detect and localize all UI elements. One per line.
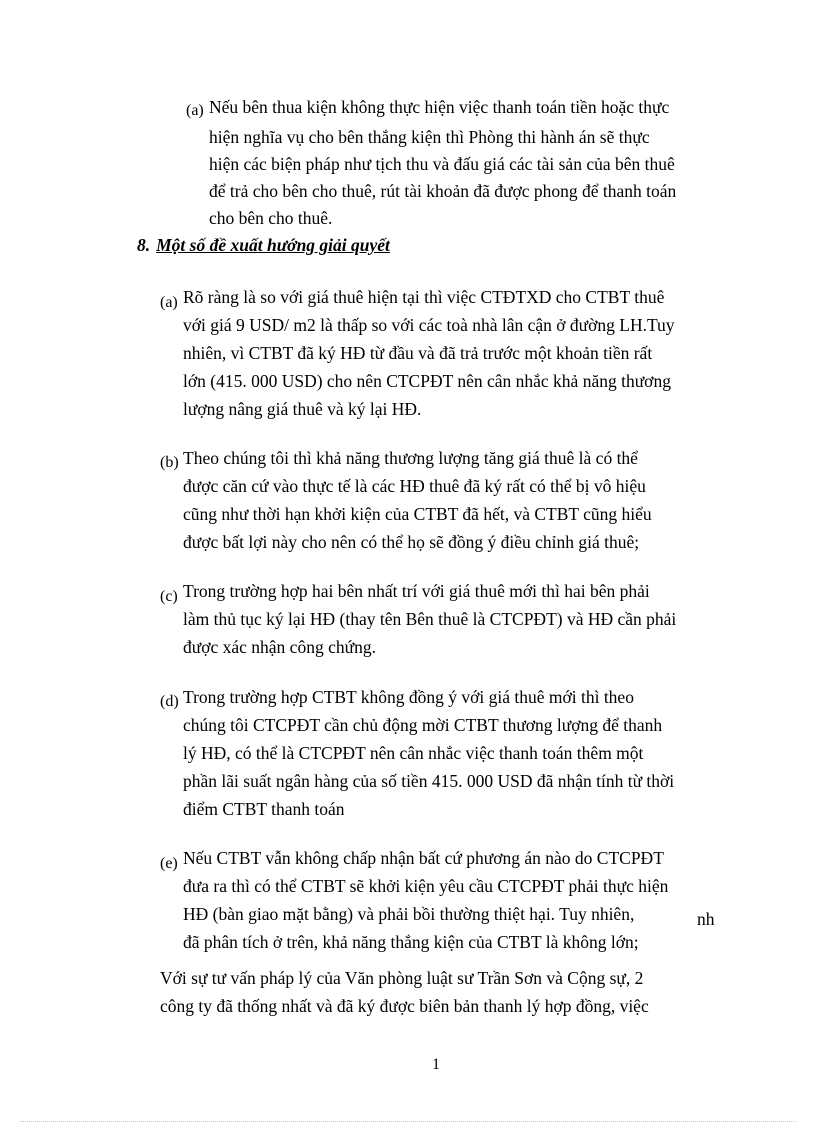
text-line: để trả cho bên cho thuê, rút tài khoản đã được phong để thanh toán <box>209 181 677 201</box>
text-line: Trong trường hợp CTBT không đồng ý với giá thuê mới thì theo <box>183 687 634 707</box>
section-number: 8. <box>137 235 151 255</box>
text-line: được xác nhận công chứng. <box>183 637 376 657</box>
text-line: Nếu CTBT vẫn không chấp nhận bất cứ phương án nào do CTCPĐT <box>183 848 664 868</box>
text-line: Với sự tư vấn pháp lý của Văn phòng luật sư Trần Sơn và Cộng sự, 2 <box>160 968 644 988</box>
text-line: lượng nâng giá thuê và ký lại HĐ. <box>183 399 422 419</box>
text-line: đưa ra thì có thể CTBT sẽ khởi kiện yêu cầu CTCPĐT phải thực hiện <box>183 876 669 896</box>
text-line: điểm CTBT thanh toán <box>183 799 345 819</box>
list-marker: (a) <box>160 294 178 311</box>
text-line: Theo chúng tôi thì khả năng thương lượng tăng giá thuê là có thể <box>183 448 638 468</box>
text-line: được căn cứ vào thực tế là các HĐ thuê đã ký rất có thể bị vô hiệu <box>183 476 646 496</box>
text-line: công ty đã thống nhất và đã ký được biên bản thanh lý hợp đồng, việc <box>160 996 649 1016</box>
text-line: lớn (415. 000 USD) cho nên CTCPĐT nên cân nhắc khả năng thương <box>183 371 671 391</box>
text-line: với giá 9 USD/ m2 là thấp so với các toà nhà lân cận ở đường LH.Tuy <box>183 315 675 335</box>
section-title: Một số đề xuất hướng giải quyết <box>156 235 390 255</box>
text-line: Nếu bên thua kiện không thực hiện việc thanh toán tiền hoặc thực <box>209 97 670 117</box>
text-line: Trong trường hợp hai bên nhất trí với giá thuê mới thì hai bên phải <box>183 581 650 601</box>
page-bottom-divider <box>20 1121 796 1122</box>
overflow-fragment: nh <box>697 909 715 929</box>
text-line: cũng như thời hạn khởi kiện của CTBT đã hết, và CTBT cũng hiểu <box>183 504 652 524</box>
page-number: 1 <box>432 1056 440 1073</box>
text-line: hiện các biện pháp như tịch thu và đấu giá các tài sản của bên thuê <box>209 154 675 174</box>
text-line: nhiên, vì CTBT đã ký HĐ từ đầu và đã trả trước một khoản tiền rất <box>183 343 653 363</box>
text-line: phần lãi suất ngân hàng của số tiền 415. 000 USD đã nhận tính từ thời <box>183 771 675 791</box>
text-line: Rõ ràng là so với giá thuê hiện tại thì việc CTĐTXD cho CTBT thuê <box>183 287 665 307</box>
text-line: cho bên cho thuê. <box>209 208 333 228</box>
list-marker: (b) <box>160 454 179 471</box>
text-line: lý HĐ, có thể là CTCPĐT nên cân nhắc việc thanh toán thêm một <box>183 743 644 763</box>
text-line: được bất lợi này cho nên có thể họ sẽ đồng ý điều chỉnh giá thuê; <box>183 532 640 552</box>
text-line: chúng tôi CTCPĐT cần chủ động mời CTBT thương lượng để thanh <box>183 715 663 735</box>
list-marker: (c) <box>160 588 178 605</box>
text-line: đã phân tích ở trên, khả năng thắng kiện của CTBT là không lớn; <box>183 932 639 952</box>
section-heading <box>137 235 390 256</box>
text-line: làm thủ tục ký lại HĐ (thay tên Bên thuê là CTCPĐT) và HĐ cần phải <box>183 609 677 629</box>
text-line: HĐ (bàn giao mặt bằng) và phải bồi thường thiệt hại. Tuy nhiên, <box>183 904 635 924</box>
list-marker: (a) <box>186 102 204 119</box>
text-line: hiện nghĩa vụ cho bên thắng kiện thì Phòng thi hành án sẽ thực <box>209 127 650 147</box>
list-marker: (d) <box>160 693 179 710</box>
list-marker: (e) <box>160 855 178 872</box>
